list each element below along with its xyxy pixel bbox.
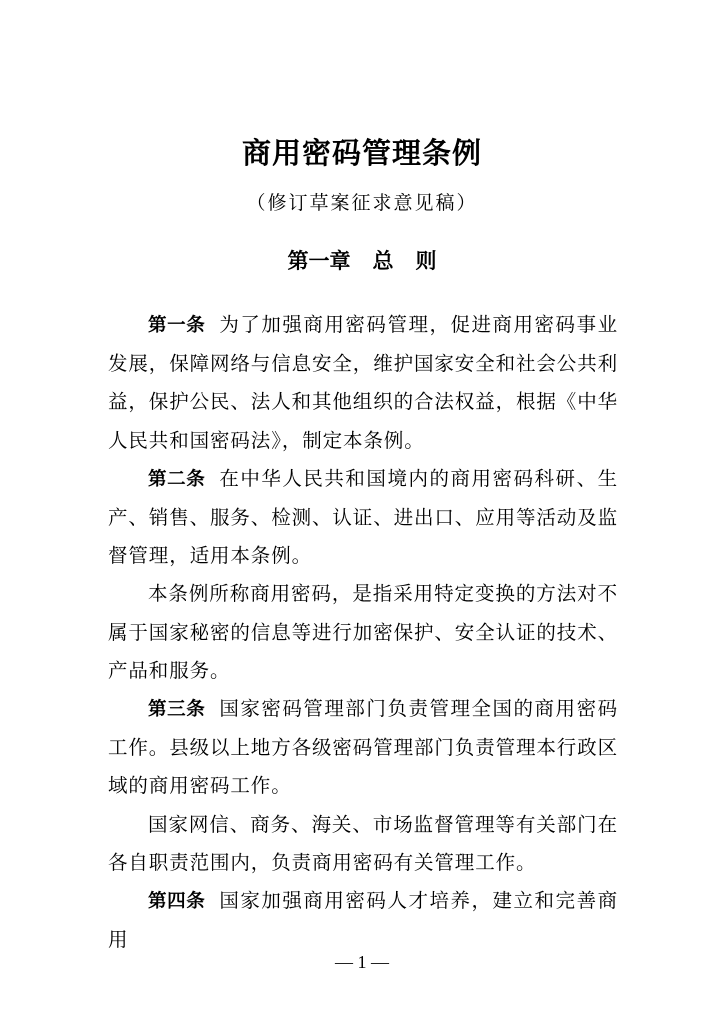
paragraph-text: 国家密码管理部门负责管理全国的商用密码工作。县级以上地方各级密码管理部门负责管理本行政区域的商用密码工作。: [108, 697, 619, 798]
article-number: 第三条: [148, 699, 206, 721]
paragraph-article-2-continued: [108, 575, 618, 690]
paragraph-text: 为了加强商用密码管理，促进商用密码事业发展，保障网络与信息安全，维护国家安全和社会公共利益，保护公民、法人和其他组织的合法权益，根据《中华人民共和国密码法》，制定本条例。: [108, 313, 619, 452]
article-number: 第四条: [148, 891, 206, 913]
article-number: 第二条: [148, 468, 206, 490]
paragraph-text: 本条例所称商用密码，是指采用特定变换的方法对不属于国家秘密的信息等进行加密保护、安全认证的技术、产品和服务。: [108, 582, 619, 682]
chapter-number: 第一章: [287, 248, 351, 273]
paragraph-text: 国家网信、商务、海关、市场监督管理等有关部门在各自职责范围内，负责商用密码有关管理工作。: [108, 812, 618, 874]
chapter-heading: [0, 246, 724, 276]
paragraph-article-4: [108, 882, 618, 959]
paragraph-article-2: [108, 460, 618, 576]
paragraph-text: 国家加强商用密码人才培养，建立和完善商用: [108, 889, 618, 952]
document-body: [108, 306, 618, 959]
document-title: 商用密码管理条例: [241, 136, 482, 170]
paragraph-article-1: [108, 306, 618, 460]
paragraph-text: 在中华人民共和国境内的商用密码科研、生产、销售、服务、检测、认证、进出口、应用等活动及监督管理，适用本条例。: [108, 466, 619, 568]
article-number: 第一条: [148, 315, 206, 336]
document-subtitle: （修订草案征求意见稿）: [246, 192, 478, 214]
paragraph-article-3-continued: [108, 806, 618, 882]
chapter-name-part2: 则: [415, 248, 437, 273]
chapter-name-part1: 总: [372, 248, 394, 273]
page-number: — 1 —: [335, 952, 389, 972]
paragraph-article-3: [108, 690, 618, 806]
